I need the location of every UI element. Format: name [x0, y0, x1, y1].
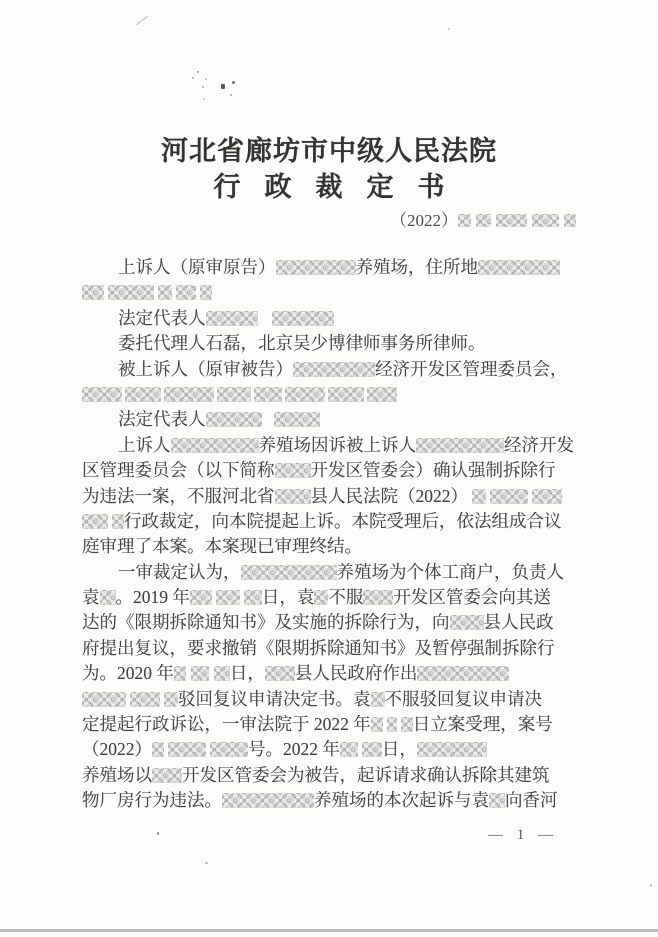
redaction-block [417, 742, 487, 757]
text-line [82, 382, 576, 407]
scan-speck [221, 84, 225, 89]
text-segment: 日，袁 [261, 587, 315, 608]
redaction-block [293, 362, 375, 377]
text-line [82, 484, 576, 509]
text-segment: 养殖场为个体工商户，负责人 [336, 561, 564, 582]
text-segment: 县人民政 [483, 612, 554, 633]
text-segment: 物厂房行为违法。 [82, 790, 222, 811]
redaction-block [82, 285, 104, 300]
text-segment: 为。2020 年 [82, 663, 174, 684]
redaction-block [164, 387, 214, 402]
text-line [82, 661, 576, 686]
redaction-block [387, 717, 397, 732]
redaction-block [164, 692, 178, 707]
redaction-block [363, 590, 393, 605]
document-title: 行政裁定书 [213, 172, 469, 202]
redaction-block [458, 214, 471, 227]
redaction-block [200, 285, 212, 300]
redaction-block [206, 311, 258, 326]
text-segment: 一审裁定认为， [118, 561, 241, 582]
redaction-block [216, 590, 240, 605]
text-segment: 达的《限期拆除通知书》及实施的拆除行为，向 [82, 612, 450, 633]
text-segment: 上诉人（原审原告） [118, 257, 276, 277]
redaction-block [367, 387, 397, 402]
redaction-block [275, 463, 311, 478]
page-number: — 1 — [488, 827, 556, 843]
text-segment: 养殖场的本次起诉与袁 [314, 790, 489, 811]
text-segment: 开发区管委会为被告，起诉请求确认拆除其建筑 [182, 764, 550, 785]
text-line [82, 687, 576, 712]
scan-speck [232, 81, 235, 84]
redaction-block [152, 768, 182, 783]
redaction-block [112, 514, 124, 529]
text-line [82, 636, 576, 661]
text-segment: 日立案受理，案号 [412, 714, 553, 735]
text-segment: 区管理委员会（以下简称 [82, 460, 275, 481]
text-segment: 庭审理了本案。本案现已审理终结。 [82, 536, 362, 557]
redaction-block [82, 387, 122, 402]
document-body [82, 255, 576, 814]
redaction-block [472, 489, 486, 504]
text-line [82, 534, 576, 559]
redaction-block [371, 692, 385, 707]
text-line [82, 763, 576, 788]
text-line [82, 280, 576, 305]
scan-scratch [136, 16, 148, 25]
redaction-block [362, 742, 382, 757]
redaction-block [168, 742, 206, 757]
text-segment: 向香河 [505, 790, 558, 811]
text-segment: 县人民法院（2022） [310, 485, 468, 506]
text-line [82, 357, 576, 382]
redaction-block [275, 489, 311, 504]
text-segment: 驳回复议申请决定书。袁 [178, 688, 371, 709]
text-line [82, 433, 576, 458]
redaction-block [176, 285, 196, 300]
scan-speck [230, 94, 232, 96]
redaction-block [489, 793, 505, 808]
scan-edge-line [0, 929, 658, 932]
redaction-block [490, 489, 528, 504]
redaction-block [171, 438, 259, 453]
redaction-block [314, 590, 328, 605]
redaction-block [478, 260, 560, 275]
text-segment: 定提起行政诉讼，一审法院于 2022 年 [82, 714, 371, 735]
scan-speck [650, 884, 652, 887]
text-segment: 法定代表人 [118, 307, 206, 328]
case-number-line [82, 209, 576, 233]
text-line [82, 610, 576, 635]
redaction-block [210, 742, 248, 757]
scan-speck [202, 86, 204, 88]
scan-speck [192, 77, 194, 79]
text-segment: 养殖场以 [82, 764, 152, 785]
redaction-block [191, 666, 209, 681]
text-line [82, 737, 576, 762]
redaction-block [496, 214, 527, 227]
text-segment: 号。2022 年 [248, 739, 340, 760]
text-segment: 经济开发 [504, 434, 574, 455]
redaction-block [222, 793, 314, 808]
text-segment: 养殖场因诉被上诉人 [258, 434, 416, 455]
text-segment: 上诉人 [118, 434, 171, 455]
text-line [82, 585, 576, 610]
redaction-block [532, 489, 562, 504]
text-segment: 日， [229, 663, 265, 684]
text-line [82, 788, 576, 813]
redaction-block [476, 214, 491, 227]
redaction-block [532, 214, 559, 227]
redaction-block [125, 387, 161, 402]
text-segment: 养殖场，住所地 [355, 257, 478, 277]
text-segment: 县人民政府作出 [294, 663, 418, 684]
redaction-block [401, 717, 413, 732]
text-segment: 被上诉人（原审被告） [118, 358, 293, 379]
redaction-block [100, 590, 116, 605]
text-segment: （2022） [82, 739, 152, 760]
redaction-block [190, 590, 212, 605]
text-segment: 袁 [82, 587, 100, 608]
redaction-block [371, 717, 383, 732]
text-segment: （2022） [390, 211, 458, 230]
redaction-block [244, 590, 262, 605]
text-line [82, 306, 576, 331]
text-segment: 经济开发区管理委员会， [375, 358, 568, 379]
text-segment: 委托代理人石磊，北京吴少博律师事务所律师。 [118, 333, 486, 354]
text-segment: 。2019 年 [115, 587, 190, 608]
redaction-block [214, 666, 230, 681]
redaction-block [206, 412, 262, 427]
redaction-block [272, 311, 334, 326]
scan-speck [203, 98, 205, 100]
redaction-block [285, 387, 325, 402]
redaction-block [130, 692, 160, 707]
text-segment: 开发区管委会向其送 [393, 587, 551, 608]
scan-speck [205, 862, 208, 864]
scan-speck [448, 28, 450, 30]
scan-speck [205, 78, 207, 80]
redaction-block [108, 285, 154, 300]
document-content [82, 133, 576, 814]
redaction-block [174, 666, 186, 681]
text-segment: 不服 [328, 587, 364, 608]
scan-speck [197, 71, 199, 73]
redaction-block [417, 666, 509, 681]
redaction-block [254, 387, 282, 402]
text-line [82, 712, 576, 737]
spacer [262, 424, 274, 425]
text-segment: 行政裁定，向本院提起上诉。本院受理后，依法组成合议 [124, 510, 562, 531]
redaction-block [274, 412, 320, 427]
redaction-block [564, 214, 576, 227]
text-segment: 开发区管委会）确认强制拆除行 [310, 460, 556, 481]
redaction-block [152, 742, 164, 757]
redaction-block [416, 438, 504, 453]
text-line [82, 255, 576, 280]
redaction-block [241, 565, 337, 580]
text-segment: 不服驳回复议申请决 [384, 688, 542, 709]
text-line [82, 407, 576, 432]
redaction-block [82, 514, 108, 529]
text-line [82, 560, 576, 585]
text-line [82, 331, 576, 356]
redaction-block [328, 387, 364, 402]
text-segment: 府提出复议，要求撤销《限期拆除通知书》及暂停强制拆除行 [82, 637, 555, 658]
text-line [82, 458, 576, 483]
text-line [82, 509, 576, 534]
redaction-block [217, 387, 251, 402]
text-segment: 日， [381, 739, 417, 760]
court-name: 河北省廊坊市中级人民法院 [161, 136, 497, 166]
redaction-block [158, 285, 172, 300]
text-segment: 为违法一案，不服河北省 [82, 485, 275, 506]
text-segment: 法定代表人 [118, 409, 206, 430]
redaction-block [265, 666, 295, 681]
scan-speck [157, 832, 159, 835]
spacer [258, 323, 272, 324]
redaction-block [450, 615, 484, 630]
redaction-block [340, 742, 358, 757]
redaction-block [276, 260, 356, 275]
redaction-block [82, 692, 126, 707]
